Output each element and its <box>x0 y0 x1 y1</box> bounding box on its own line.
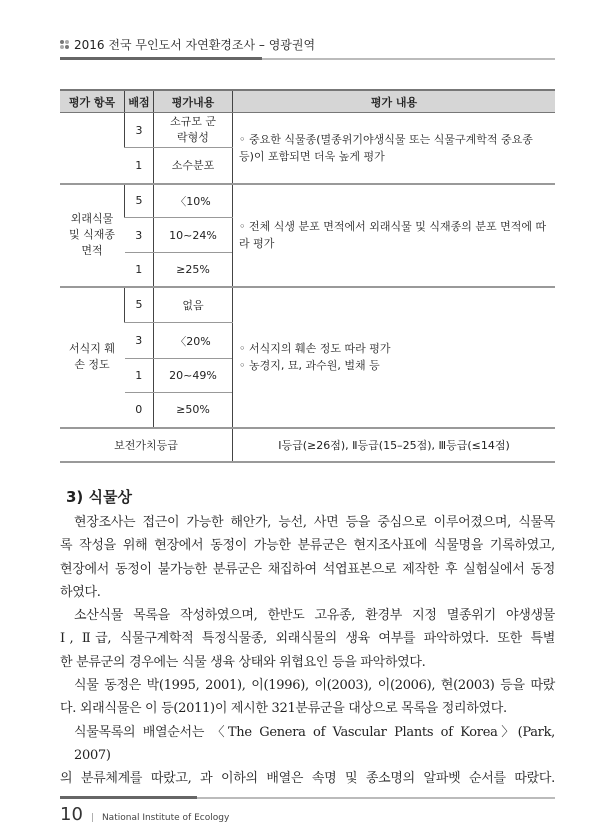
content-cell: 소수분포 <box>154 148 233 184</box>
item-cell: 서식지 훼손 정도 <box>60 287 125 428</box>
content-cell: 〈20% <box>154 323 233 359</box>
content-cell: 없음 <box>154 287 233 323</box>
score-cell: 3 <box>125 323 154 359</box>
table-row <box>60 113 555 148</box>
text-line: 현장조사는 접근이 가능한 해안가, 능선, 사면 등을 중심으로 이루어졌으며, 식물목 <box>74 515 555 530</box>
content-cell: 10~24% <box>154 218 233 253</box>
score-cell: 5 <box>125 287 154 323</box>
content-cell: ≥25% <box>154 253 233 287</box>
table-row <box>60 287 555 323</box>
score-cell: 3 <box>125 218 154 253</box>
page-number: 10 <box>60 804 83 825</box>
text-line: 식물목록의 배열순서는 〈The Genera of Vascular Plants of Korea〉(Park, 2007) <box>74 724 555 763</box>
desc-cell <box>233 113 556 184</box>
text-line: 현장에서 동정이 불가능한 분류군은 채집하여 석엽표본으로 제작한 후 실험실에서 동정 <box>60 561 555 577</box>
desc-line: ◦ 서식지의 훼손 정도 따라 평가 <box>239 342 391 355</box>
dots-icon <box>60 40 69 49</box>
content-cell: 소규모 군락형성 <box>154 113 233 148</box>
evaluation-table <box>60 89 555 463</box>
item-cell <box>60 113 125 184</box>
desc-cell <box>233 287 556 428</box>
text-line: 식물 동정은 박(1995, 2001), 이(1996), 이(2003), 이(2006), 현(2003) 등을 따랐 <box>74 678 555 694</box>
col-header: 평가내용 <box>154 90 233 113</box>
text-line: 한 분류군의 경우에는 식물 생육 상태와 위협요인 등을 파악하였다. <box>60 654 426 670</box>
header-title: 2016 전국 무인도서 자연환경조사 – 영광권역 <box>74 38 316 52</box>
running-header <box>60 36 315 53</box>
text-line: 소산식물 목록을 작성하였으며, 한반도 고유종, 환경부 지정 멸종위기 야생생물 <box>74 608 555 624</box>
separator: | <box>90 813 94 823</box>
grade-label: 보전가치등급 <box>60 428 233 462</box>
desc-line: ◦ 중요한 식물종(멸종위기야생식물 또는 식물구계학적 중요종 등)이 포함되면 더욱 높게 평가 <box>239 132 533 163</box>
score-cell: 1 <box>125 148 154 184</box>
text-line: 의 분류체계를 따랐고, 과 이하의 배열은 속명 및 종소명의 알파벳 순서를 따랐다. <box>60 771 555 787</box>
content-cell: ≥50% <box>154 393 233 428</box>
page-footer <box>60 804 229 825</box>
desc-cell <box>233 184 556 287</box>
org-name: National Institute of Ecology <box>101 813 230 823</box>
text-line: 록 작성을 위해 현장에서 동정이 가능한 분류군은 현지조사표에 식물명을 기록하였고, <box>60 538 555 554</box>
section-body <box>60 511 555 791</box>
content-cell: 〈10% <box>154 184 233 218</box>
header-rule <box>60 58 555 60</box>
score-cell: 3 <box>125 113 154 148</box>
score-cell: 5 <box>125 184 154 218</box>
footer-rule <box>60 797 555 799</box>
grade-row <box>60 428 555 462</box>
grade-value: Ⅰ등급(≥26점), Ⅱ등급(15–25점), Ⅲ등급(≤14점) <box>233 428 556 462</box>
content-cell: 20~49% <box>154 359 233 393</box>
table-row <box>60 184 555 218</box>
item-cell: 외래식물 및 식재종 면적 <box>60 184 125 287</box>
desc-line: ◦ 전체 식생 분포 면적에서 외래식물 및 식재종의 분포 면적에 따라 평가 <box>239 220 547 250</box>
table-header-row <box>60 90 555 113</box>
col-header: 평가 항목 <box>60 90 125 113</box>
text-line: 다. 외래식물은 이 등(2011)이 제시한 321분류군을 대상으로 목록을 정리하였다. <box>60 701 507 717</box>
col-header: 평가 내용 <box>233 90 556 113</box>
section-heading: 3) 식물상 <box>66 488 132 506</box>
score-cell: 1 <box>125 253 154 287</box>
desc-line: ◦ 농경지, 묘, 과수원, 벌채 등 <box>239 359 380 372</box>
col-header: 배점 <box>125 90 154 113</box>
text-line: 하였다. <box>60 584 101 600</box>
text-line: Ⅰ, Ⅱ급, 식물구계학적 특정식물종, 외래식물의 생육 여부를 파악하였다. 또한 특별 <box>60 631 555 647</box>
score-cell: 1 <box>125 359 154 393</box>
score-cell: 0 <box>125 393 154 428</box>
